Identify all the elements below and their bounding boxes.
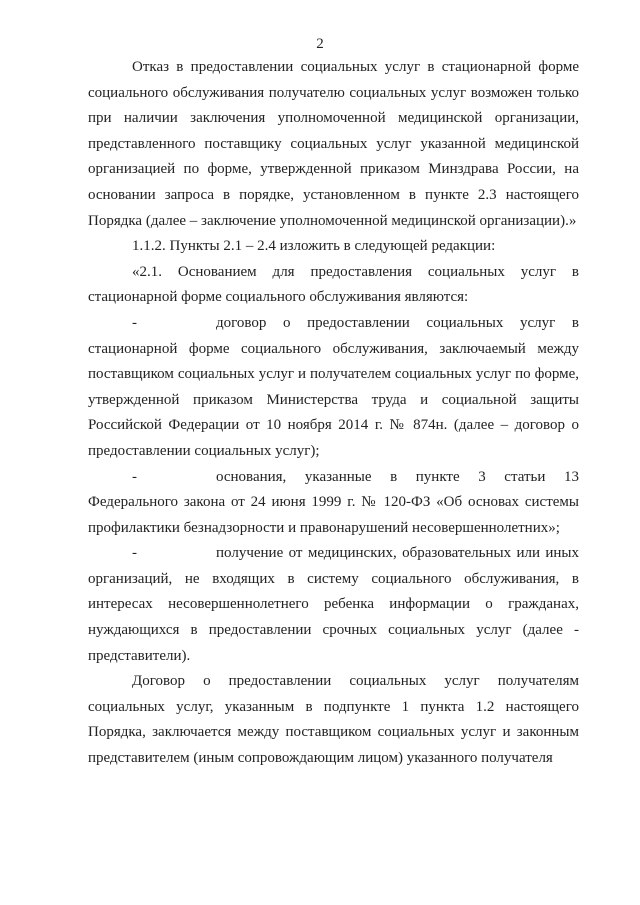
list-item-text: получение от медицинских, образовательных или иных организаций, не входящих в систему социального обслуживания, в интересах несовершеннолетнего ребенка информации о гражданах, нуждающихся в предоставлении срочных социальных услуг (далее - представители). <box>88 545 579 664</box>
list-item <box>88 311 579 465</box>
paragraph-contract: Договор о предоставлении социальных услуг получателям социальных услуг, указанным в подпункте 1 пункта 1.2 настоящего Порядка, заключается между поставщиком социальных услуг и законным представителем (иным сопровождающим лицом) указанного получателя <box>88 673 579 767</box>
list-item-text: договор о предоставлении социальных услуг в стационарной форме социального обслуживания, заключаемый между поставщиком социальных услуг и получателем социальных услуг по форме, утвержденной приказом Министерства труда и социальной защиты Российской Федерации от 10 ноября 2014 г. № 874н. (далее – договор о предоставлении социальных услуг); <box>88 314 579 459</box>
list-bullet: - <box>132 468 137 485</box>
paragraph-grounds: «2.1. Основанием для предоставления социальных услуг в стационарной форме социального обслуживания являются: <box>88 263 579 306</box>
paragraph-amendment: 1.1.2. Пункты 2.1 – 2.4 изложить в следующей редакции: <box>132 238 496 255</box>
list-bullet: - <box>132 545 137 562</box>
list-item <box>88 465 579 542</box>
list-item-text: основания, указанные в пункте 3 статьи 13 Федерального закона от 24 июня 1999 г. № 120-ФЗ «Об основах системы профилактики безнадзорности и правонарушений несовершеннолетних»; <box>88 468 579 536</box>
list-bullet: - <box>132 314 137 331</box>
paragraph-refusal: Отказ в предоставлении социальных услуг в стационарной форме социального обслуживания получателю социальных услуг возможен только при наличии заключения уполномоченной медицинской организации, представленного поставщику социальных услуг указанной медицинской организацией по форме, утвержденной приказом Минздрава России, на основании запроса в порядке, установленном в пункте 2.3 настоящего Порядка (далее – заключение уполномоченной медицинской организации).» <box>88 59 579 229</box>
document-body <box>88 55 579 772</box>
list-item <box>88 541 579 669</box>
page-number: 2 <box>316 36 324 52</box>
